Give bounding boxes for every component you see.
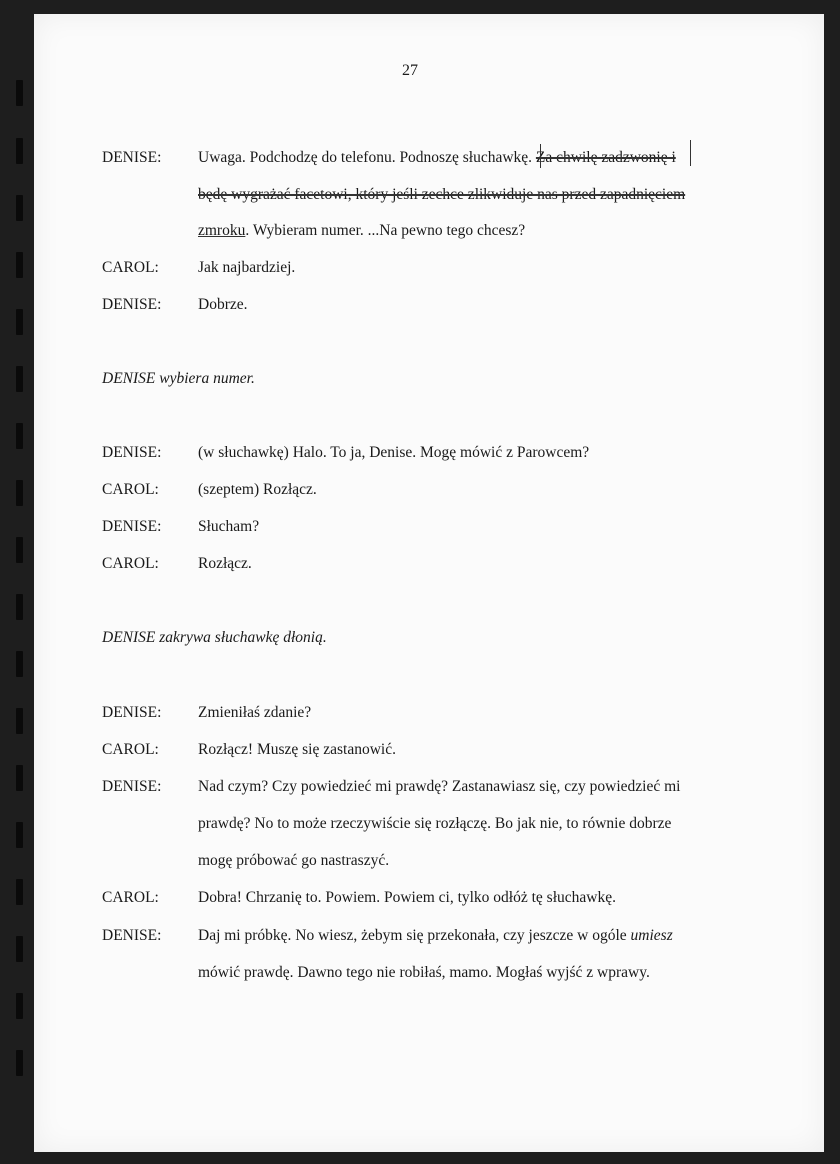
speaker-label: DENISE:	[102, 149, 162, 166]
dialogue-text: Zmieniłaś zdanie?	[198, 704, 312, 721]
speaker-label: CAROL:	[102, 555, 159, 572]
binding-hole	[16, 879, 23, 905]
dialogue-text: (szeptem) Rozłącz.	[198, 481, 317, 498]
binding-hole	[16, 1050, 23, 1076]
speaker-label: CAROL:	[102, 889, 159, 906]
speaker-label: DENISE:	[102, 778, 162, 795]
binding-hole	[16, 537, 23, 563]
dialogue-text: mogę próbować go nastraszyć.	[198, 852, 390, 869]
dialogue-text: . Wybieram numer. ...Na pewno tego chcesz?	[245, 222, 526, 239]
binding-hole	[16, 822, 23, 848]
struck-text: zmroku	[198, 222, 246, 239]
binding-hole	[16, 366, 23, 392]
dialogue-text: Nad czym? Czy powiedzieć mi prawdę? Zastanawiasz się, czy powiedzieć mi	[198, 778, 681, 795]
speaker-label: CAROL:	[102, 741, 159, 758]
binding-hole	[16, 936, 23, 962]
speaker-label: DENISE:	[102, 927, 162, 944]
stage-direction: DENISE wybiera numer.	[102, 370, 255, 387]
dialogue-text: mówić prawdę. Dawno tego nie robiłaś, mamo. Mogłaś wyjść z wprawy.	[198, 964, 650, 981]
speaker-label: CAROL:	[102, 259, 159, 276]
page-number: 27	[402, 62, 418, 79]
binding-hole	[16, 708, 23, 734]
binding-hole	[16, 594, 23, 620]
dialogue-line	[198, 926, 673, 946]
struck-line: będę wygrażać facetowi, który jeśli zechce zlikwiduje nas przed zapadnięciem	[198, 186, 686, 203]
struck-text: Za chwilę zadzwonię i	[535, 149, 676, 166]
binding-holes	[16, 80, 28, 1100]
stage-direction: DENISE zakrywa słuchawkę dłonią.	[102, 629, 327, 646]
dialogue-text: Słucham?	[198, 518, 260, 535]
emphasized-text: umiesz	[630, 927, 673, 944]
binding-hole	[16, 651, 23, 677]
binding-hole	[16, 195, 23, 221]
binding-hole	[16, 993, 23, 1019]
speaker-label: CAROL:	[102, 481, 159, 498]
dialogue-line	[198, 148, 676, 168]
binding-hole	[16, 252, 23, 278]
dialogue-text: Uwaga. Podchodzę do telefonu. Podnoszę słuchawkę.	[198, 149, 536, 166]
edit-mark	[690, 140, 691, 166]
dialogue-text: Dobra! Chrzanię to. Powiem. Powiem ci, tylko odłóż tę słuchawkę.	[198, 889, 616, 906]
dialogue-text: prawdę? No to może rzeczywiście się rozłączę. Bo jak nie, to równie dobrze	[198, 815, 672, 832]
binding-hole	[16, 80, 23, 106]
dialogue-text: (w słuchawkę) Halo. To ja, Denise. Mogę mówić z Parowcem?	[198, 444, 590, 461]
binding-hole	[16, 765, 23, 791]
speaker-label: DENISE:	[102, 296, 162, 313]
dialogue-text: Dobrze.	[198, 296, 248, 313]
speaker-label: DENISE:	[102, 704, 162, 721]
dialogue-text: Rozłącz.	[198, 555, 252, 572]
binding-hole	[16, 309, 23, 335]
binding-hole	[16, 138, 23, 164]
dialogue-line	[198, 221, 525, 241]
speaker-label: DENISE:	[102, 444, 162, 461]
binding-hole	[16, 423, 23, 449]
dialogue-text: Jak najbardziej.	[198, 259, 296, 276]
dialogue-text: Daj mi próbkę. No wiesz, żebym się przekonała, czy jeszcze w ogóle	[198, 927, 631, 944]
dialogue-text: Rozłącz! Muszę się zastanowić.	[198, 741, 396, 758]
edit-mark	[540, 144, 541, 168]
binding-hole	[16, 480, 23, 506]
speaker-label: DENISE:	[102, 518, 162, 535]
